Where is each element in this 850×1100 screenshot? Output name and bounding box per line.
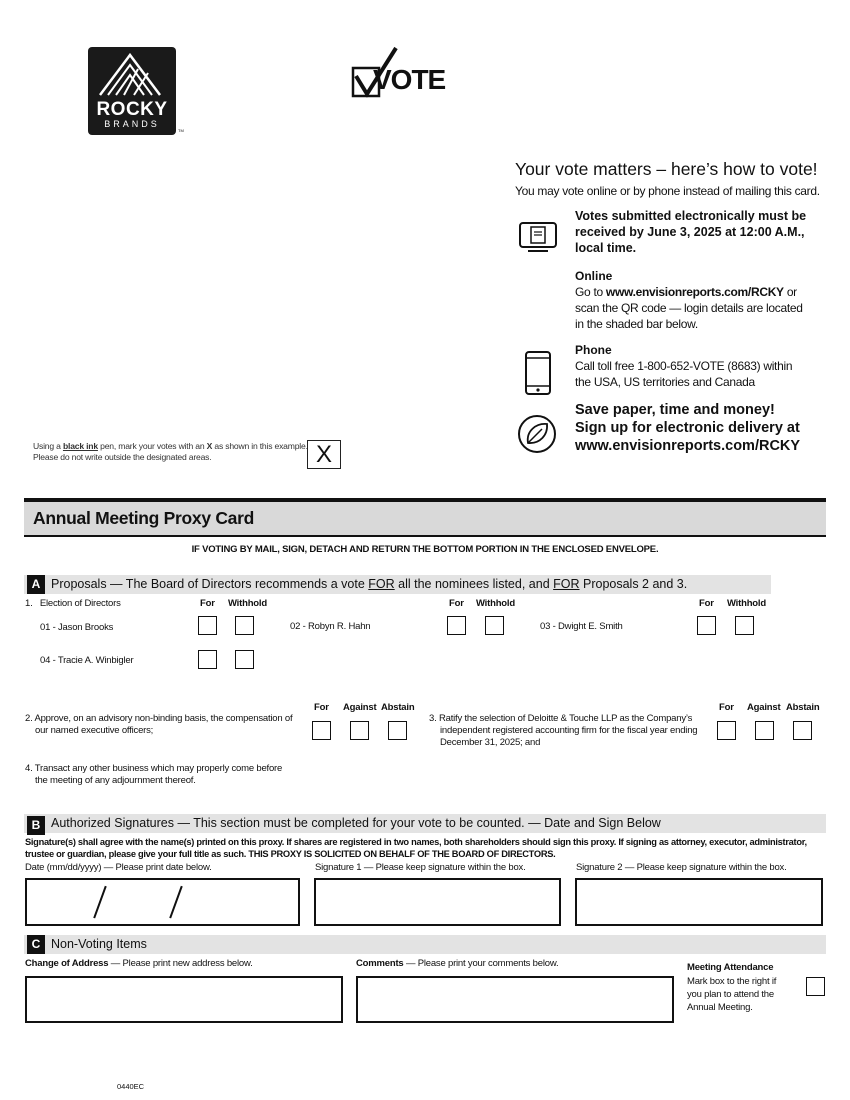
section-a-for2: FOR [553, 577, 580, 591]
comments-label [356, 958, 558, 969]
save-paper-line1: Save paper, time and money! [575, 402, 775, 418]
proposal-2-for-checkbox[interactable] [312, 721, 331, 740]
section-a-title [51, 575, 687, 594]
proposal-4-text [25, 763, 282, 787]
col-for-2: For [449, 598, 464, 609]
nominee-01-withhold-checkbox[interactable] [235, 616, 254, 635]
section-a-title-pre: Proposals — The Board of Directors recommends a vote [51, 577, 365, 591]
comments-box[interactable] [356, 976, 674, 1023]
proposal-3-abstain-checkbox[interactable] [793, 721, 812, 740]
col-withhold-2: Withhold [476, 598, 515, 609]
how-to-vote-subtitle: You may vote online or by phone instead of mailing this card. [515, 184, 820, 198]
change-of-address-label [25, 958, 253, 969]
p2-col-abstain: Abstain [381, 702, 415, 713]
online-go-text: Go to [575, 285, 603, 299]
section-c-letter: C [27, 935, 45, 954]
nominee-01: 01 - Jason Brooks [40, 622, 114, 633]
proposal-2-text [25, 713, 292, 737]
col-for-3: For [699, 598, 714, 609]
nominee-01-for-checkbox[interactable] [198, 616, 217, 635]
section-c-title: Non-Voting Items [51, 937, 147, 951]
online-instructions [575, 284, 810, 332]
change-of-address-bold: Change of Address [25, 958, 109, 969]
signature-1-label: Signature 1 — Please keep signature within the box. [315, 862, 526, 873]
trademark-mark: TM [178, 128, 184, 133]
online-or-text: or [786, 285, 797, 299]
vote-heading: VOTE [373, 64, 446, 95]
col-for-1: For [200, 598, 215, 609]
logo-brands-text: BRANDS [104, 119, 160, 129]
how-to-vote-title: Your vote matters – here’s how to vote! [515, 159, 818, 179]
mail-note: IF VOTING BY MAIL, SIGN, DETACH AND RETURN THE BOTTOM PORTION IN THE ENCLOSED ENVELOPE. [191, 544, 659, 555]
marking-instructions-line1 [33, 441, 308, 452]
signature-2-label: Signature 2 — Please keep signature within the box. [576, 862, 787, 873]
instr-rest2: as shown in this example. [214, 441, 308, 451]
phone-title: Phone [575, 343, 612, 357]
section-a-letter: A [27, 575, 45, 594]
section-b-letter: B [27, 816, 45, 835]
meeting-attendance-text: Mark box to the right if you plan to attend the Annual Meeting. [687, 976, 777, 1013]
using-a-text: Using a [33, 441, 61, 451]
section-a-for1: FOR [368, 577, 395, 591]
signature-1-box[interactable] [314, 878, 561, 926]
date-separator-2 [169, 886, 182, 918]
footer-code: 0440EC [117, 1082, 145, 1091]
example-x-mark: X [315, 441, 332, 468]
nominee-04: 04 - Tracie A. Winbigler [40, 655, 134, 666]
section-a-title-post: Proposals 2 and 3. [583, 577, 688, 591]
online-url-link[interactable]: www.envisionreports.com/RCKY [605, 285, 784, 299]
electronic-deadline: Votes submitted electronically must be received by June 3, 2025 at 12:00 A.M., local time. [575, 209, 807, 255]
edelivery-url-link[interactable]: www.envisionreports.com/RCKY [575, 438, 801, 454]
p3-col-against: Against [747, 702, 781, 713]
instr-rest1: pen, mark your votes with an [100, 441, 205, 451]
nominee-04-withhold-checkbox[interactable] [235, 650, 254, 669]
example-mark-box [307, 440, 341, 469]
proposal-3-for-checkbox[interactable] [717, 721, 736, 740]
date-input-box[interactable] [25, 878, 300, 926]
election-label: 1. Election of Directors [25, 598, 121, 609]
change-of-address-box[interactable] [25, 976, 343, 1023]
computer-icon [518, 219, 558, 253]
p3-line2: independent registered accounting firm for the fiscal year ending [440, 725, 698, 736]
p2-line1: 2. Approve, on an advisory non-binding basis, the compensation of [25, 713, 293, 724]
logo-rocky-text: ROCKY [96, 99, 168, 120]
rocky-brands-logo [88, 47, 176, 135]
p2-line2: our named executive officers; [35, 725, 154, 736]
p4-line1: 4. Transact any other business which may properly come before [25, 763, 283, 774]
comments-rest: — Please print your comments below. [405, 958, 559, 969]
sig-instructions-line1: Signature(s) shall agree with the name(s) printed on this proxy. If shares are registered in two names, both shareholders should sign this proxy. If signing as attorney, executor, administrator, [25, 837, 807, 847]
section-b-title: Authorized Signatures — This section must be completed for your vote to be counted. — Date and Sign Below [51, 816, 661, 830]
nominee-03-for-checkbox[interactable] [697, 616, 716, 635]
phone-instructions: Call toll free 1-800-652-VOTE (8683) within the USA, US territories and Canada [575, 359, 793, 389]
save-paper-block [575, 401, 800, 455]
meeting-attendance-checkbox[interactable] [806, 977, 825, 996]
section-a-title-mid: all the nominees listed, and [398, 577, 550, 591]
marking-instructions [33, 441, 308, 463]
signature-instructions [25, 836, 830, 860]
instr-x: X [206, 441, 213, 451]
date-separator-1 [93, 886, 106, 918]
date-label: Date (mm/dd/yyyy) — Please print date below. [25, 862, 212, 873]
sig-instructions-line2: trustee or guardian, please give your full title as such. THIS PROXY IS SOLICITED ON BEHALF OF THE BOARD OF DIRECTORS. [25, 849, 556, 859]
p3-line3: December 31, 2025; and [440, 737, 541, 748]
p2-col-against: Against [343, 702, 377, 713]
phone-icon [524, 350, 552, 396]
nominee-04-for-checkbox[interactable] [198, 650, 217, 669]
online-title: Online [575, 269, 613, 283]
nominee-03-withhold-checkbox[interactable] [735, 616, 754, 635]
nominee-03: 03 - Dwight E. Smith [540, 621, 623, 632]
p2-col-for: For [314, 702, 329, 713]
mountain-icon [88, 47, 176, 97]
marking-instructions-line2: Please do not write outside the designated areas. [33, 452, 212, 462]
nominee-02-withhold-checkbox[interactable] [485, 616, 504, 635]
signature-2-box[interactable] [575, 878, 823, 926]
online-rest-text: scan the QR code — login details are located in the shaded bar below. [575, 301, 803, 331]
proposal-2-abstain-checkbox[interactable] [388, 721, 407, 740]
save-paper-line2: Sign up for electronic delivery at [575, 420, 800, 436]
nominee-02: 02 - Robyn R. Hahn [290, 621, 371, 632]
proposal-3-text [429, 713, 697, 749]
leaf-icon [516, 413, 558, 455]
p3-col-abstain: Abstain [786, 702, 820, 713]
change-of-address-rest: — Please print new address below. [110, 958, 253, 969]
proposal-2-against-checkbox[interactable] [350, 721, 369, 740]
col-withhold-1: Withhold [228, 598, 267, 609]
p3-line1: 3. Ratify the selection of Deloitte & Touche LLP as the Company’s [429, 713, 693, 724]
proposal-3-against-checkbox[interactable] [755, 721, 774, 740]
comments-bold: Comments [356, 958, 404, 969]
p4-line2: the meeting of any adjournment thereof. [35, 775, 196, 786]
meeting-attendance-title: Meeting Attendance [687, 962, 774, 973]
card-title: Annual Meeting Proxy Card [33, 508, 255, 528]
p3-col-for: For [719, 702, 734, 713]
col-withhold-3: Withhold [727, 598, 766, 609]
black-ink-text: black ink [62, 441, 98, 451]
nominee-02-for-checkbox[interactable] [447, 616, 466, 635]
